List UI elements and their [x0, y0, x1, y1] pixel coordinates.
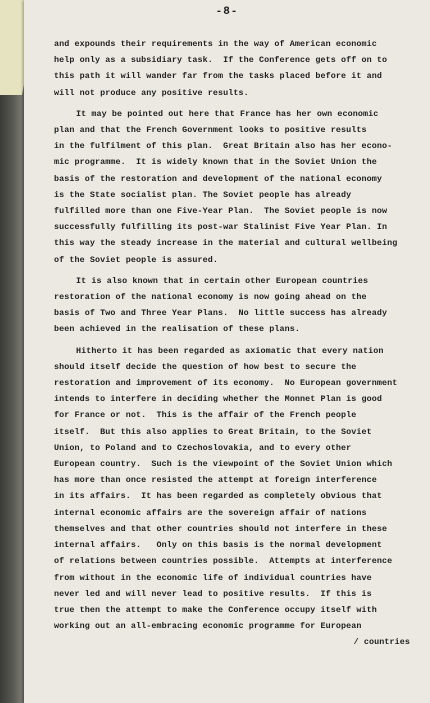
text-line: is the State socialist plan. The Soviet people has already: [54, 189, 352, 200]
paragraph: [54, 343, 426, 635]
text-line: themselves and that other countries should not interfere in these: [54, 523, 388, 534]
text-line: successfully fulfilling its post-war Stalinist Five Year Plan. In: [54, 222, 388, 233]
text-line: should itself decide the question of how best to secure the: [54, 361, 357, 372]
text-line: It is also known that in certain other European countries: [76, 275, 369, 286]
text-line: internal economic affairs are the sovereign affair of nations: [54, 507, 367, 518]
text-line: has more than once resisted the attempt at foreign interference: [54, 475, 377, 486]
text-line: It may be pointed out here that France has her own economic: [76, 108, 379, 119]
text-line: Union, to Poland and to Czechoslovakia, and to every other: [54, 442, 352, 453]
text-line: mic programme. It is widely known that in the Soviet Union the: [54, 157, 377, 168]
catchword: / countries: [353, 637, 410, 648]
text-line: in its affairs. It has been regarded as completely obvious that: [54, 491, 383, 502]
text-line: Hitherto it has been regarded as axiomatic that every nation: [76, 345, 384, 356]
text-line: will not produce any positive results.: [54, 87, 249, 98]
scanner-frame-edge: [0, 0, 22, 703]
text-line: this path it will wander far from the tasks placed before it and: [54, 71, 383, 82]
text-line: help only as a subsidiary task. If the Conference gets off on to: [54, 55, 388, 66]
text-line: fulfilled more than one Five-Year Plan. The Soviet people is now: [54, 206, 388, 217]
document-body: [54, 36, 426, 651]
text-line: this way the steady increase in the material and cultural wellbeing: [54, 238, 398, 249]
text-line: of the Soviet people is assured.: [54, 254, 219, 265]
text-line: and expounds their requirements in the way of American economic: [54, 39, 377, 49]
text-line: intends to interfere in deciding whether the Monnet Plan is good: [54, 394, 383, 405]
text-line: never led and will never lead to positive results. If this is: [54, 588, 372, 599]
text-line: basis of Two and Three Year Plans. No little success has already: [54, 308, 388, 319]
text-line: internal affairs. Only on this basis is the normal development: [54, 540, 383, 551]
text-line: restoration of the national economy is now going ahead on the: [54, 292, 367, 303]
text-line: plan and that the French Government looks to positive results: [54, 125, 367, 136]
document-page: [24, 0, 430, 703]
paragraph: [54, 106, 426, 268]
text-line: European country. Such is the viewpoint of the Soviet Union which: [54, 459, 393, 470]
text-line: true then the attempt to make the Conference occupy itself with: [54, 604, 377, 615]
text-line: restoration and improvement of its economy. No European government: [54, 378, 398, 389]
text-line: been achieved in the realisation of these plans.: [54, 324, 301, 335]
text-line: itself. But this also applies to Great Britain, to the Soviet: [54, 426, 372, 437]
page-number: -8-: [215, 6, 239, 18]
text-line: in the fulfilment of this plan. Great Britain also has her econo-: [54, 141, 393, 152]
text-line: for France or not. This is the affair of the French people: [54, 410, 357, 421]
text-line: of relations between countries possible. Attempts at interference: [54, 556, 393, 567]
paragraph: [54, 36, 426, 101]
text-line: working out an all-embracing economic programme for European: [54, 621, 362, 632]
text-line: basis of the restoration and development of the national economy: [54, 173, 383, 184]
text-line: from without in the economic life of individual countries have: [54, 572, 372, 583]
paragraph: [54, 273, 426, 338]
